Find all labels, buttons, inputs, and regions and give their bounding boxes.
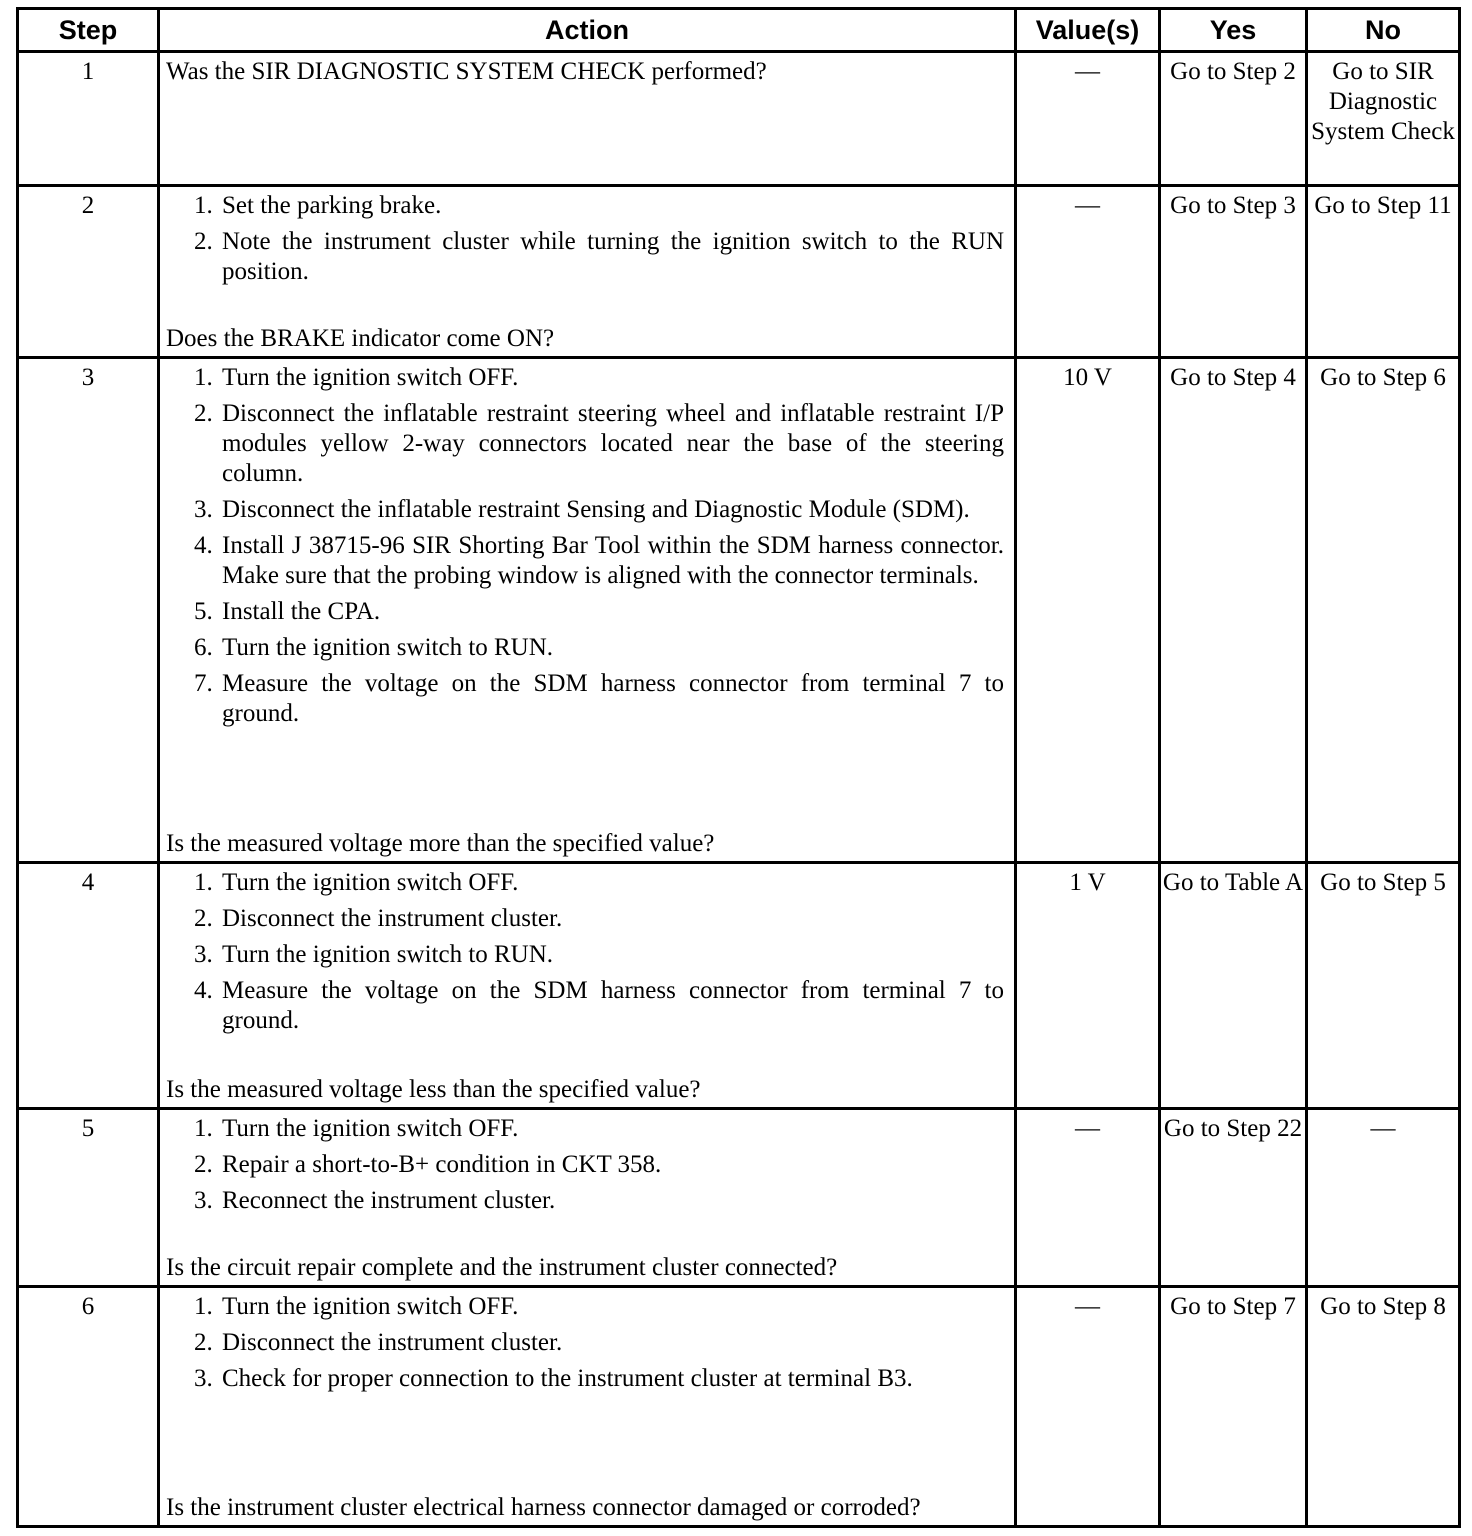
table-row: [18, 52, 1460, 186]
list-item: 2. Note the instrument cluster while turning the ignition switch to the RUN position.: [194, 228, 1004, 285]
action-cell: [159, 1109, 1016, 1287]
yes-cell: Go to Step 3: [1160, 186, 1307, 358]
no-cell: Go to Step 6: [1307, 358, 1460, 863]
action-steps: [166, 1114, 1004, 1222]
value-cell: 10 V: [1016, 358, 1160, 863]
yes-cell: Go to Step 22: [1160, 1109, 1307, 1287]
yes-cell: Go to Step 7: [1160, 1287, 1307, 1527]
diagnostic-table: [16, 7, 1461, 1528]
list-item: 6. Turn the ignition switch to RUN.: [194, 634, 554, 661]
list-item: 7. Measure the voltage on the SDM harness connector from terminal 7 to ground.: [194, 670, 1004, 727]
list-item: 1. Set the parking brake.: [194, 192, 442, 219]
question-text: Was the SIR DIAGNOSTIC SYSTEM CHECK performed?: [166, 58, 767, 85]
question-text: Is the circuit repair complete and the instrument cluster connected?: [166, 1254, 838, 1281]
list-item: 1. Turn the ignition switch OFF.: [194, 869, 519, 896]
action-cell: [159, 186, 1016, 358]
action-steps: [166, 868, 1004, 1042]
question-text: Is the instrument cluster electrical harness connector damaged or corroded?: [166, 1494, 921, 1521]
list-item: 2. Disconnect the inflatable restraint steering wheel and inflatable restraint I/P modules yellow 2-way connectors located near the base of the steering column.: [194, 400, 1004, 487]
step-number: 2: [18, 186, 159, 358]
action-cell: [159, 863, 1016, 1109]
no-cell: —: [1307, 1109, 1460, 1287]
list-item: 4. Install J 38715-96 SIR Shorting Bar Tool within the SDM harness connector. Make sure that the probing window is aligned with the connector terminals.: [194, 532, 1004, 589]
header-values: Value(s): [1016, 9, 1160, 52]
table-row: [18, 1287, 1460, 1527]
list-item: 1. Turn the ignition switch OFF.: [194, 364, 519, 391]
header-row: [18, 9, 1460, 52]
value-cell: —: [1016, 1109, 1160, 1287]
table-row: [18, 1109, 1460, 1287]
yes-cell: Go to Step 2: [1160, 52, 1307, 186]
value-cell: 1 V: [1016, 863, 1160, 1109]
list-item: 3. Reconnect the instrument cluster.: [194, 1187, 556, 1214]
list-item: 2. Repair a short-to-B+ condition in CKT 358.: [194, 1151, 662, 1178]
action-steps: [166, 191, 1004, 293]
list-item: 2. Disconnect the instrument cluster.: [194, 1329, 563, 1356]
step-number: 3: [18, 358, 159, 863]
value-cell: —: [1016, 52, 1160, 186]
header-no: No: [1307, 9, 1460, 52]
no-cell: Go to Step 8: [1307, 1287, 1460, 1527]
header-step: Step: [18, 9, 159, 52]
table-row: [18, 863, 1460, 1109]
list-item: 2. Disconnect the instrument cluster.: [194, 905, 563, 932]
list-item: 5. Install the CPA.: [194, 598, 381, 625]
yes-cell: Go to Step 4: [1160, 358, 1307, 863]
yes-cell: Go to Table A: [1160, 863, 1307, 1109]
action-cell: [159, 52, 1016, 186]
action-steps: [166, 363, 1004, 735]
question-text: Does the BRAKE indicator come ON?: [166, 325, 555, 352]
action-steps: [166, 1292, 1004, 1400]
step-number: 4: [18, 863, 159, 1109]
list-item: 3. Check for proper connection to the instrument cluster at terminal B3.: [194, 1365, 913, 1392]
list-item: 4. Measure the voltage on the SDM harness connector from terminal 7 to ground.: [194, 977, 1004, 1034]
step-number: 1: [18, 52, 159, 186]
value-cell: —: [1016, 186, 1160, 358]
list-item: 1. Turn the ignition switch OFF.: [194, 1293, 519, 1320]
value-cell: —: [1016, 1287, 1160, 1527]
question-text: Is the measured voltage more than the specified value?: [166, 830, 715, 857]
no-cell: Go to Step 11: [1307, 186, 1460, 358]
list-item: 3. Disconnect the inflatable restraint Sensing and Diagnostic Module (SDM).: [194, 496, 970, 523]
header-action: Action: [159, 9, 1016, 52]
no-cell: Go to SIR Diagnostic System Check: [1307, 52, 1460, 186]
action-cell: [159, 1287, 1016, 1527]
list-item: 1. Turn the ignition switch OFF.: [194, 1115, 519, 1142]
action-cell: [159, 358, 1016, 863]
no-cell: Go to Step 5: [1307, 863, 1460, 1109]
step-number: 5: [18, 1109, 159, 1287]
header-yes: Yes: [1160, 9, 1307, 52]
list-item: 3. Turn the ignition switch to RUN.: [194, 941, 554, 968]
table-row: [18, 358, 1460, 863]
table-row: [18, 186, 1460, 358]
step-number: 6: [18, 1287, 159, 1527]
question-text: Is the measured voltage less than the specified value?: [166, 1076, 701, 1103]
